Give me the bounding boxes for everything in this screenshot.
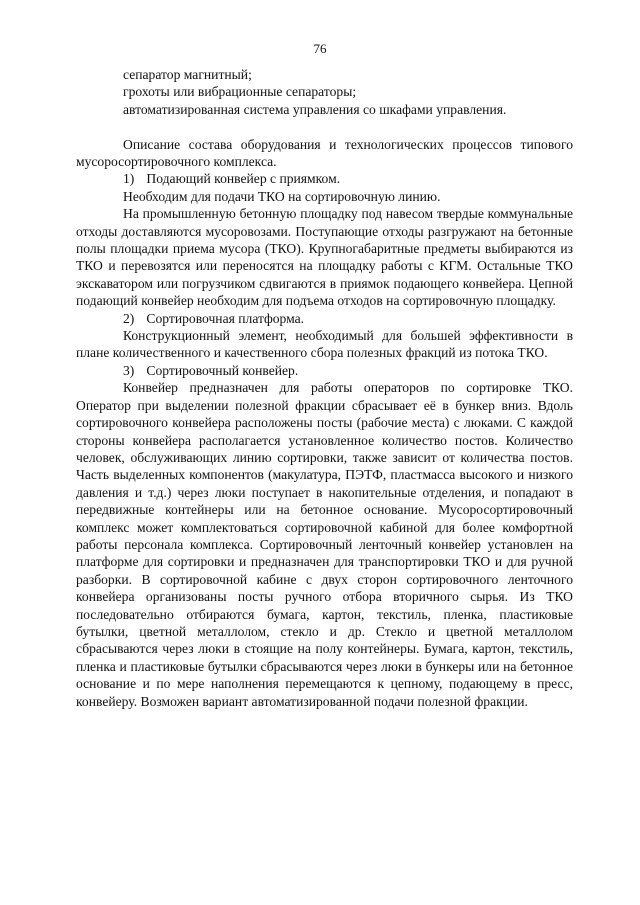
- page-number: 76: [313, 41, 327, 56]
- intro-paragraph: Описание состава оборудования и технологических процессов типового мусоросортировочного комплекса.: [76, 136, 573, 170]
- paragraph: На промышленную бетонную площадку под навесом твердые коммунальные отходы доставляются мусоровозами. Поступающие отходы разгружают на бетонные полы площадки приема мусора (ТКО). Крупногабаритные предметы выбираются из ТКО и перевозятся или переносятся на площадку работы с КГМ. Остальные ТКО экскаватором или погрузчиком сдвигаются в приямок подающего конвейера. Цепной подающий конвейер необходим для подъема отходов на сортировочную площадку.: [76, 206, 573, 309]
- paragraph: Конвейер предназначен для работы операторов по сортировке ТКО. Оператор при выделении полезной фракции сбрасывает её в бункер вниз. Вдоль сортировочного конвейера расположены посты (рабочие места) с люками. С каждой стороны конвейера располагается установленное количество постов. Количество человек, обслуживающих линию сортировки, также зависит от количества постов. Часть выделенных компонентов (макулатура, ПЭТФ, пластмасса высокого и низкого давления и т.д.) через люки поступает в накопительные отделения, и попадают в передвижные контейнеры или на бетонное основание. Мусоросортировочный комплекс может комплектоваться сортировочной кабиной для более комфортной работы персонала комплекса. Сортировочный ленточный конвейер установлен на платформе для сортировки и предназначен для транспортировки ТКО и для ручной разборки. В сортировочной кабине с двух сторон сортировочного ленточного конвейера организованы посты ручного отбора вторичного сырья. Из ТКО последовательно отбираются бумага, картон, текстиль, пленка, пластиковые бутылки, цветной металлолом, стекло и др. Стекло и цветной металлолом сбрасываются через люки в стоящие на полу контейнеры. Бумага, картон, текстиль, пленка и пластиковые бутылки сбрасываются через люки в бункеры или на бетонное основание и по мере наполнения перемещаются к цепному, подающему в пресс, конвейеру. Возможен вариант автоматизированной подачи полезной фракции.: [76, 380, 573, 709]
- section-title: Сортировочная платформа.: [146, 310, 305, 326]
- section-heading-3: [76, 362, 573, 379]
- section-heading-2: [76, 310, 573, 327]
- paragraph: Необходим для подачи ТКО на сортировочную линию.: [123, 188, 441, 204]
- list-item: автоматизированная система управления со шкафами управления.: [123, 101, 507, 117]
- page-content: [76, 66, 573, 710]
- section-heading-1: [76, 170, 573, 187]
- section-title: Сортировочный конвейер.: [146, 362, 299, 378]
- blank-line: [76, 118, 573, 135]
- section-number: 3): [123, 362, 135, 378]
- section-number: 1): [123, 171, 135, 187]
- section-title: Подающий конвейер с приямком.: [146, 171, 341, 187]
- paragraph: Конструкционный элемент, необходимый для большей эффективности в плане количественного и качественного сбора полезных фракций из потока ТКО.: [76, 328, 573, 361]
- section-number: 2): [123, 310, 135, 326]
- list-item: сепаратор магнитный;: [123, 67, 252, 82]
- list-item: грохоты или вибрационные сепараторы;: [123, 84, 357, 100]
